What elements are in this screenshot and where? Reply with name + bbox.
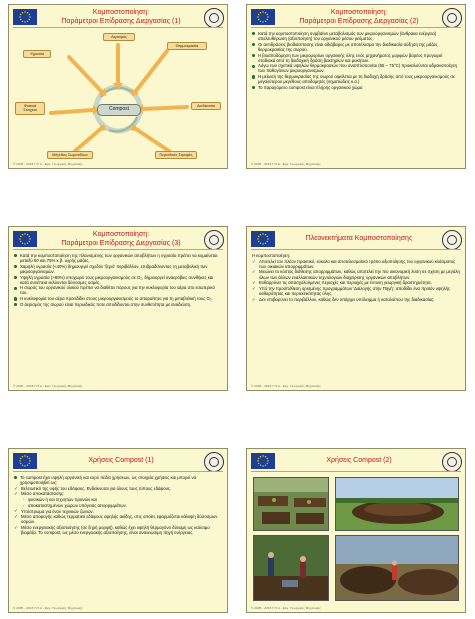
list-item: ✓ Μέσο αποκατάστασης:	[14, 491, 222, 496]
slide-footer: © 2005 - 2015 Γ.Π.Α - Εργ. Γεωργικής Μηχανικής	[251, 384, 321, 388]
list-item: ✓ Βελτιωτικό της υφής του εδάφους. Ενδείκνυται για όλους τους τύπους εδάφους.	[14, 486, 222, 491]
title-divider	[13, 471, 223, 472]
title-line-1: Χρήσεις Compost (2)	[326, 457, 392, 464]
list-item: Το παραγόμενο compost είναι πλήρης οργανικού χώμα	[252, 85, 460, 90]
lead-text: Η κομποστοποίηση:	[252, 253, 291, 258]
slide-3[interactable]	[8, 226, 228, 391]
eu-flag-icon	[13, 9, 37, 25]
university-seal-icon	[442, 8, 462, 28]
university-seal-icon	[204, 452, 224, 472]
eu-flag-icon	[251, 9, 275, 25]
slide-footer: © 2005 - 2015 Γ.Π.Α - Εργ. Γεωργικής Μηχανικής	[251, 606, 321, 610]
slide-title	[277, 235, 441, 244]
list-item: ✓ Μειώνει το κόστος διάθεσης απορριμμάτων, καθώς αποτελεί την πιο οικονομική λύση σε σχέση με μεγάλη όλων των άλλων εναλλακτικών τεχνολογιών διαχείρισης οργανικών αποβλήτων.	[252, 269, 460, 279]
slide-4[interactable]	[246, 226, 466, 391]
list-item: Κατά την κομποστοποίηση συμβαίνει μεταβολισμός των μικροοργανισμών (άνθρακα ενέργεια) απελευθέρωση (αξιοποίηση) του οργανικού μέσου ρεύματος.	[252, 31, 460, 41]
node-process: Διαδικασία	[191, 102, 221, 110]
slide-title	[39, 231, 203, 248]
eu-flag-icon	[13, 231, 37, 247]
tick-list	[252, 259, 460, 302]
title-line-2: Παράμετροι Επίδρασης Διεργασίας (1)	[61, 17, 181, 25]
title-line-1: Κομποστοποίηση:	[330, 9, 388, 16]
list-item: Κατά την κομποστοποίηση της πλανισμένης των οργανικών αποβλήτων η υγρασία πρέπει να κυμαίνεται μεταξύ 50 και 75% κ.β. υγρής μάζας.	[14, 253, 222, 263]
photo-garden-beds	[253, 477, 329, 531]
list-item: Λόγω των σχετικά υψηλών θερμοκρασιών που αναπτύσσονται (65 – 75°C) προκαλούνται αδρανοποίηση των παθογόνων μικροοργανισμών.	[252, 63, 460, 73]
list-item: ✓ Δεν επιβαρύνει το περιβάλλον, καθώς δεν υπάρχει υπόλειμμα ή καταλοίπου της διαδικασίας.	[252, 297, 460, 302]
university-seal-icon	[204, 8, 224, 28]
list-item: - αποκαταστημένων χώρων υπόγειας απορριμμάτων.	[23, 503, 222, 508]
title-line-1: Χρήσεις Compost (1)	[88, 457, 154, 464]
node-periodic-turning: Περιοδικές Στροφές	[155, 151, 197, 159]
list-item: Η κυκλοφορία του αέρα προσδίδει στους μικροοργανισμούς το απαραίτητο για τη μεταβολική τους O₂.	[14, 296, 222, 301]
list-item: Το compost έχει υψηλή οργανική και ευρύ πεδίο χρήσεων, ως στοιχεία χρήσεις και μπορεί να χρησιμοποιηθεί ως:	[14, 475, 222, 485]
list-item: - φυσικών ή και τεχνητών πρανών και	[23, 497, 222, 502]
eu-flag-icon	[13, 453, 37, 469]
list-item: ✓ Υπόστρωμα για έναν τεχνικών ζωνών.	[14, 509, 222, 514]
list-item: Η σωρός του οργανικού υλικού πρέπει να διαθέτει πόρους για την κυκλοφορία του αέρα στο εσωτερικό του.	[14, 285, 222, 295]
slide-2[interactable]	[246, 4, 466, 169]
slide-title	[277, 457, 441, 466]
title-line-2: Παράμετροι Επίδρασης Διεργασίας (2)	[299, 17, 419, 25]
bullet-list	[14, 475, 222, 485]
title-divider	[13, 249, 223, 250]
slide-title	[277, 9, 441, 26]
slide-body	[252, 253, 460, 302]
title-line-1: Πλεονεκτήματα Κομποστοποίησης	[305, 235, 413, 242]
eu-flag-icon	[251, 453, 275, 469]
list-item: Υψηλή υγρασία (>80%) υποχωρεί τους μικροοργανισμούς σε O₂, δημιουργεί αναερόβιες συνθήκες και κατά συνέπεια εκλύονται δύσοσμες οσμές.	[14, 275, 222, 285]
list-item: Χαμηλή υγρασία (<40%) δημιουργεί σχεδόν 'ξηρό' περιβάλλον, επιβραδύνοντας τη μεταβολική των μικροοργανισμών.	[14, 264, 222, 274]
node-aeration: Αερισμός	[103, 33, 135, 41]
title-divider	[251, 249, 461, 250]
title-divider	[251, 27, 461, 28]
node-compost-center: Compost	[97, 104, 141, 116]
title-line-1: Κομποστοποίηση:	[92, 231, 150, 238]
node-temperature: Θερμοκρασία	[167, 42, 207, 50]
photo-workers-with-wheelbarrow	[253, 535, 329, 601]
tick-list	[14, 486, 222, 535]
university-seal-icon	[204, 230, 224, 250]
title-line-1: Κομποστοποίηση:	[92, 9, 150, 16]
list-item: ✓ Μέσο αποφυγής καθώς τερματικό εδάφους υψηλής ακίδης, στις οποίες εφαρμόζεται κάλυψη δύσοσμων οσμών.	[14, 514, 222, 524]
slide-title	[39, 9, 203, 26]
list-item: Η βιοαποδόμηση των μικρομορίων οργανικής ύλης ενός μηχανήματος μορφών βαρέος προγωρεί σταδιακά από τη διαδοχική δράση βακτηρίων και μυκήτων.	[252, 53, 460, 63]
eu-flag-icon	[251, 231, 275, 247]
slide-body	[14, 253, 222, 308]
slide-footer: © 2005 - 2015 Γ.Π.Α - Εργ. Γεωργικής Μηχανικής	[13, 384, 83, 388]
slide-footer: © 2005 - 2015 Γ.Π.Α - Εργ. Γεωργικής Μηχανικής	[251, 162, 321, 166]
slide-footer: © 2005 - 2015 Γ.Π.Α - Εργ. Γεωργικής Μηχανικής	[13, 606, 83, 610]
photo-compost-piles	[335, 535, 459, 601]
slide-body	[14, 475, 222, 536]
node-physical-elements: Φυσικά Στοιχεία	[15, 102, 45, 115]
bullet-list	[14, 253, 222, 307]
title-divider	[251, 471, 461, 472]
slide-5[interactable]	[8, 448, 228, 613]
list-item: ✓ Ενθαρρύνει τις απασχολούμενες περιοχές και περιοχές με έντονη γεωργική δραστηριότητα.	[252, 280, 460, 285]
slide-6[interactable]	[246, 448, 466, 613]
node-moisture: Υγρασία	[23, 50, 51, 58]
bullet-list	[252, 31, 460, 90]
slide-footer: © 2005 - 2015 Γ.Π.Α - Εργ. Γεωργικής Μηχανικής	[13, 162, 83, 166]
list-item: Η μείωση της θερμοκρασίας της σωρού οφείλεται με τη διαδοχή δράσης από τους μικροοργανισμούς σε μεγαλύτερου μεγέθους αποδομητές (νηματώδεις κ.α.)	[252, 74, 460, 84]
title-line-2: Παράμετροι Επίδρασης Διεργασίας (3)	[61, 239, 181, 247]
list-item: ✓ Υπό την προϋπόθεση ορισμένης προγραμμάτων 'Διαλογής στην Πηγή', αποδίδει ένα προϊόν υψηλής καθαρότητας και περιεκτικότητας ύλης.	[252, 286, 460, 296]
slide-body	[252, 31, 460, 91]
photo-compost-windrow	[335, 477, 459, 531]
university-seal-icon	[442, 230, 462, 250]
slide-1[interactable]	[8, 4, 228, 169]
list-item: ✓ Μέσο ενεργειακής αξιοποίησης (σε ξηρή μορφή), καθώς έχει υψηλή θερμογόνο δύναμη ως καύσιμο βιομάζα. Το compost, ως μέσο ενεργειακής αξιοποίησης, είναι ανανεώσιμη πηγή ενέργειας.	[14, 525, 222, 535]
list-item: Οι αντιδράσεις βιοδιάσπασης είναι αδιάβαρες με αποτέλεσμα την διαδικασία αύξηση της μάζας θερμοκρασίας της σωρού.	[252, 42, 460, 52]
list-item: Ο αερισμός της σωρού είναι περιοδικός ποτε αποδίδονται στην συνθετότητα με αναδεύση.	[14, 302, 222, 307]
slide-title	[39, 457, 203, 466]
node-particle-size: Μέγεθος Σωματιδίων	[47, 151, 93, 159]
university-seal-icon	[442, 452, 462, 472]
compost-parameters-diagram	[9, 27, 227, 157]
list-item: ✓ Αποτελεί τον πλέον πρακτικό, εύκολο και αποτελεσματικό τρόπο αξιοποίησης του οργανικού κλάσματος των οικιακών απορριμμάτων.	[252, 259, 460, 269]
